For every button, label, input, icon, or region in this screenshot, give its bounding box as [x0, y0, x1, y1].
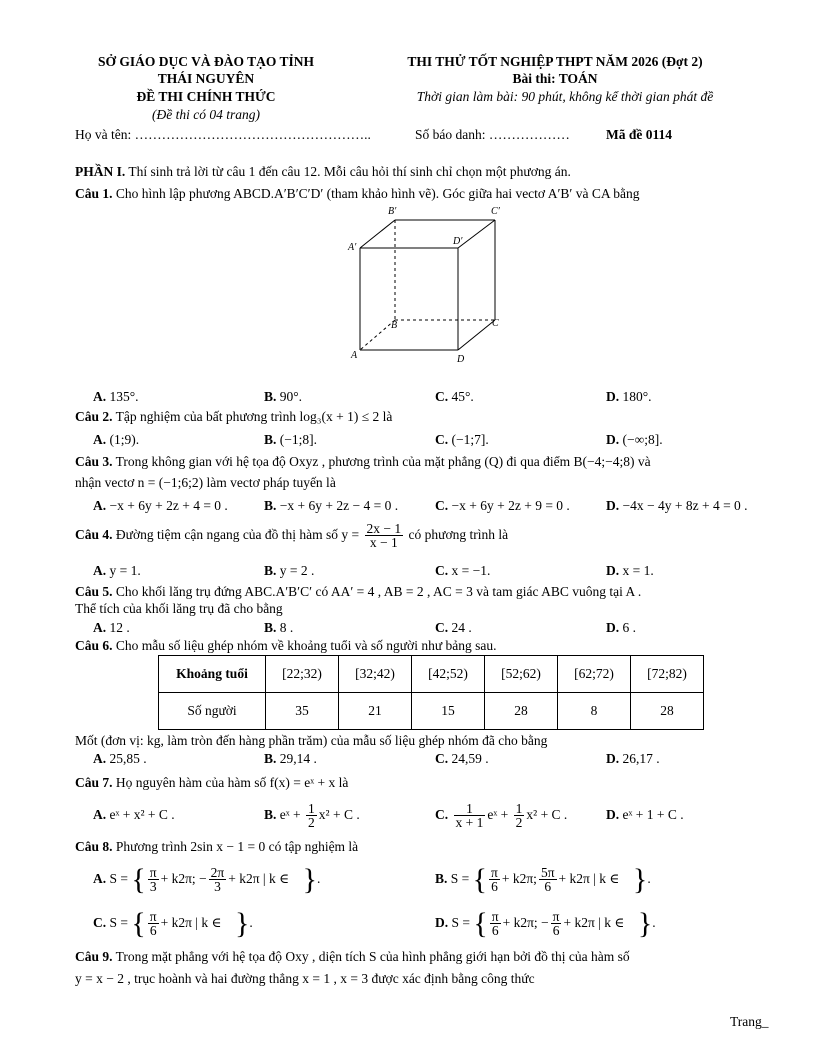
table-row	[159, 656, 704, 693]
table-cell: [62;72)	[558, 656, 631, 693]
table-cell: [52;62)	[485, 656, 558, 693]
q6-option-a: A. 25,85 .	[93, 751, 147, 766]
q2-option-a: A. (1;9).	[93, 432, 140, 447]
table-cell: 28	[485, 693, 558, 730]
page-footer: Trang_	[730, 1014, 769, 1029]
table-cell: [72;82)	[631, 656, 704, 693]
table-cell: [42;52)	[412, 656, 485, 693]
question-9: Câu 9. Trong mặt phẳng với hệ tọa độ Oxy , diện tích S của hình phẳng giới hạn bởi đồ thị của hàm số	[75, 949, 630, 964]
cube-figure	[340, 200, 520, 370]
question-8: Câu 8. Phương trình 2sin x − 1 = 0 có tập nghiệm là	[75, 839, 359, 854]
q3-option-d: D. −4x − 4y + 8z + 4 = 0 .	[606, 498, 748, 513]
question-5: Câu 5. Cho khối lăng trụ đứng ABC.A′B′C′ có AA′ = 4 , AB = 2 , AC = 3 và tam giác ABC vuông tại A .	[75, 584, 642, 599]
question-4: Câu 4. Đường tiệm cận ngang của đồ thị hàm số y = $\frac{2x - 1}{x - 1}$ có phương trình là	[75, 521, 509, 551]
cube-label-b: B	[391, 320, 398, 331]
header-left-line1: SỞ GIÁO DỤC VÀ ĐÀO TẠO TỈNH	[97, 54, 315, 69]
q5-option-d: D. 6 .	[606, 620, 636, 635]
q4-option-b: B. y = 2 .	[264, 563, 315, 578]
q8-option-d: D. S = { $\frac{\pi}{6}$ + k2π; − $\frac{\pi}{6}$ + k2π | k ∈ }.	[435, 906, 656, 940]
q1-option-a: A. 135°.	[93, 389, 139, 404]
q1-option-b: B. 90°.	[264, 389, 303, 404]
table-cell: 28	[631, 693, 704, 730]
q3-option-c: C. −x + 6y + 2z + 9 = 0 .	[435, 498, 570, 513]
question-5-line2: Thể tích của khối lăng trụ đã cho bằng	[75, 601, 283, 616]
table-row-label: Số người	[159, 693, 266, 730]
q6-option-c: C. 24,59 .	[435, 751, 489, 766]
question-3: Câu 3. Trong không gian với hệ tọa độ Oxyz , phương trình của mặt phẳng (Q) đi qua điểm B(−4;−4;8) và	[75, 454, 651, 469]
question-7: Câu 7. Họ nguyên hàm của hàm số f(x) = eˣ + x là	[75, 775, 349, 790]
cube-label-a: A	[351, 350, 358, 361]
exam-code: Mã đề 0114	[606, 127, 672, 142]
q3-option-b: B. −x + 6y + 2z − 4 = 0 .	[264, 498, 399, 513]
table-header-label: Khoảng tuổi	[159, 656, 266, 693]
q7-option-c: C. $\frac{1}{x + 1}$ eˣ + $\frac{1}{2}$ x² + C .	[435, 801, 568, 831]
header-right-line1: THI THỬ TỐT NGHIỆP THPT NĂM 2026 (Đợt 2)	[407, 54, 703, 69]
q2-option-d: D. (−∞;8].	[606, 432, 663, 447]
q7-option-b: B. eˣ + $\frac{1}{2}$ x² + C .	[264, 801, 360, 831]
q5-option-c: C. 24 .	[435, 620, 472, 635]
header-left-line2: THÁI NGUYÊN	[157, 71, 255, 86]
question-9-line2: y = x − 2 , trục hoành và hai đường thẳng x = 1 , x = 3 được xác định bằng công thức	[75, 971, 535, 986]
header-left-line3: ĐỀ THI CHÍNH THỨC	[136, 89, 276, 104]
question-6: Câu 6. Cho mẫu số liệu ghép nhóm về khoảng tuổi và số người như bảng sau.	[75, 638, 497, 653]
table-cell: [32;42)	[339, 656, 412, 693]
cube-label-d: D	[457, 354, 465, 365]
q4-option-c: C. x = −1.	[435, 563, 491, 578]
age-table	[158, 655, 704, 730]
q1-option-d: D. 180°.	[606, 389, 652, 404]
q4-option-a: A. y = 1.	[93, 563, 141, 578]
q8-option-b: B. S = { $\frac{\pi}{6}$ + k2π; $\frac{5\pi}{6}$ + k2π | k ∈ }.	[435, 862, 651, 896]
q7-option-d: D. eˣ + 1 + C .	[606, 807, 684, 822]
cube-label-b1: B′	[388, 206, 397, 217]
q6-option-d: D. 26,17 .	[606, 751, 660, 766]
question-2: Câu 2. Tập nghiệm của bất phương trình log₃(x + 1) ≤ 2 là	[75, 409, 393, 424]
part1-heading: PHẦN I. Thí sinh trả lời từ câu 1 đến câu 12. Mỗi câu hỏi thí sinh chỉ chọn một phương án.	[75, 164, 571, 179]
q5-option-b: B. 8 .	[264, 620, 294, 635]
q6-option-b: B. 29,14 .	[264, 751, 317, 766]
q7-option-a: A. eˣ + x² + C .	[93, 807, 175, 822]
question-6-line2: Mốt (đơn vị: kg, làm tròn đến hàng phần trăm) của mẫu số liệu ghép nhóm đã cho bằng	[75, 733, 548, 748]
student-id-field: Số báo danh: ………………	[415, 127, 570, 142]
header-right-line2: Bài thi: TOÁN	[512, 71, 598, 86]
table-row	[159, 693, 704, 730]
header-right-line3: Thời gian làm bài: 90 phút, không kể thời gian phát đề	[416, 89, 714, 104]
question-3-line2: nhận vectơ n = (−1;6;2) làm vectơ pháp tuyến là	[75, 475, 336, 490]
cube-label-d1: D′	[453, 236, 463, 247]
q5-option-a: A. 12 .	[93, 620, 130, 635]
cube-label-c: C	[492, 318, 499, 329]
question-1: Câu 1. Cho hình lập phương ABCD.A′B′C′D′ (tham khảo hình vẽ). Góc giữa hai vectơ A′B′ và CA bằng	[75, 186, 640, 201]
q4-option-d: D. x = 1.	[606, 563, 654, 578]
table-cell: 21	[339, 693, 412, 730]
student-name-field: Họ và tên: ……………………………………………..	[75, 127, 371, 142]
cube-label-a1: A′	[348, 242, 357, 253]
table-cell: 15	[412, 693, 485, 730]
table-cell: [22;32)	[266, 656, 339, 693]
header-left-line4: (Đề thi có 04 trang)	[152, 107, 260, 122]
cube-label-c1: C′	[491, 206, 500, 217]
q2-option-c: C. (−1;7].	[435, 432, 489, 447]
table-cell: 8	[558, 693, 631, 730]
q1-option-c: C. 45°.	[435, 389, 474, 404]
table-cell: 35	[266, 693, 339, 730]
q2-option-b: B. (−1;8].	[264, 432, 317, 447]
q8-option-a: A. S = { $\frac{\pi}{3}$ + k2π; − $\frac{2\pi}{3}$ + k2π | k ∈ }.	[93, 862, 321, 896]
q8-option-c: C. S = { $\frac{\pi}{6}$ + k2π | k ∈ }.	[93, 906, 253, 940]
q3-option-a: A. −x + 6y + 2z + 4 = 0 .	[93, 498, 228, 513]
